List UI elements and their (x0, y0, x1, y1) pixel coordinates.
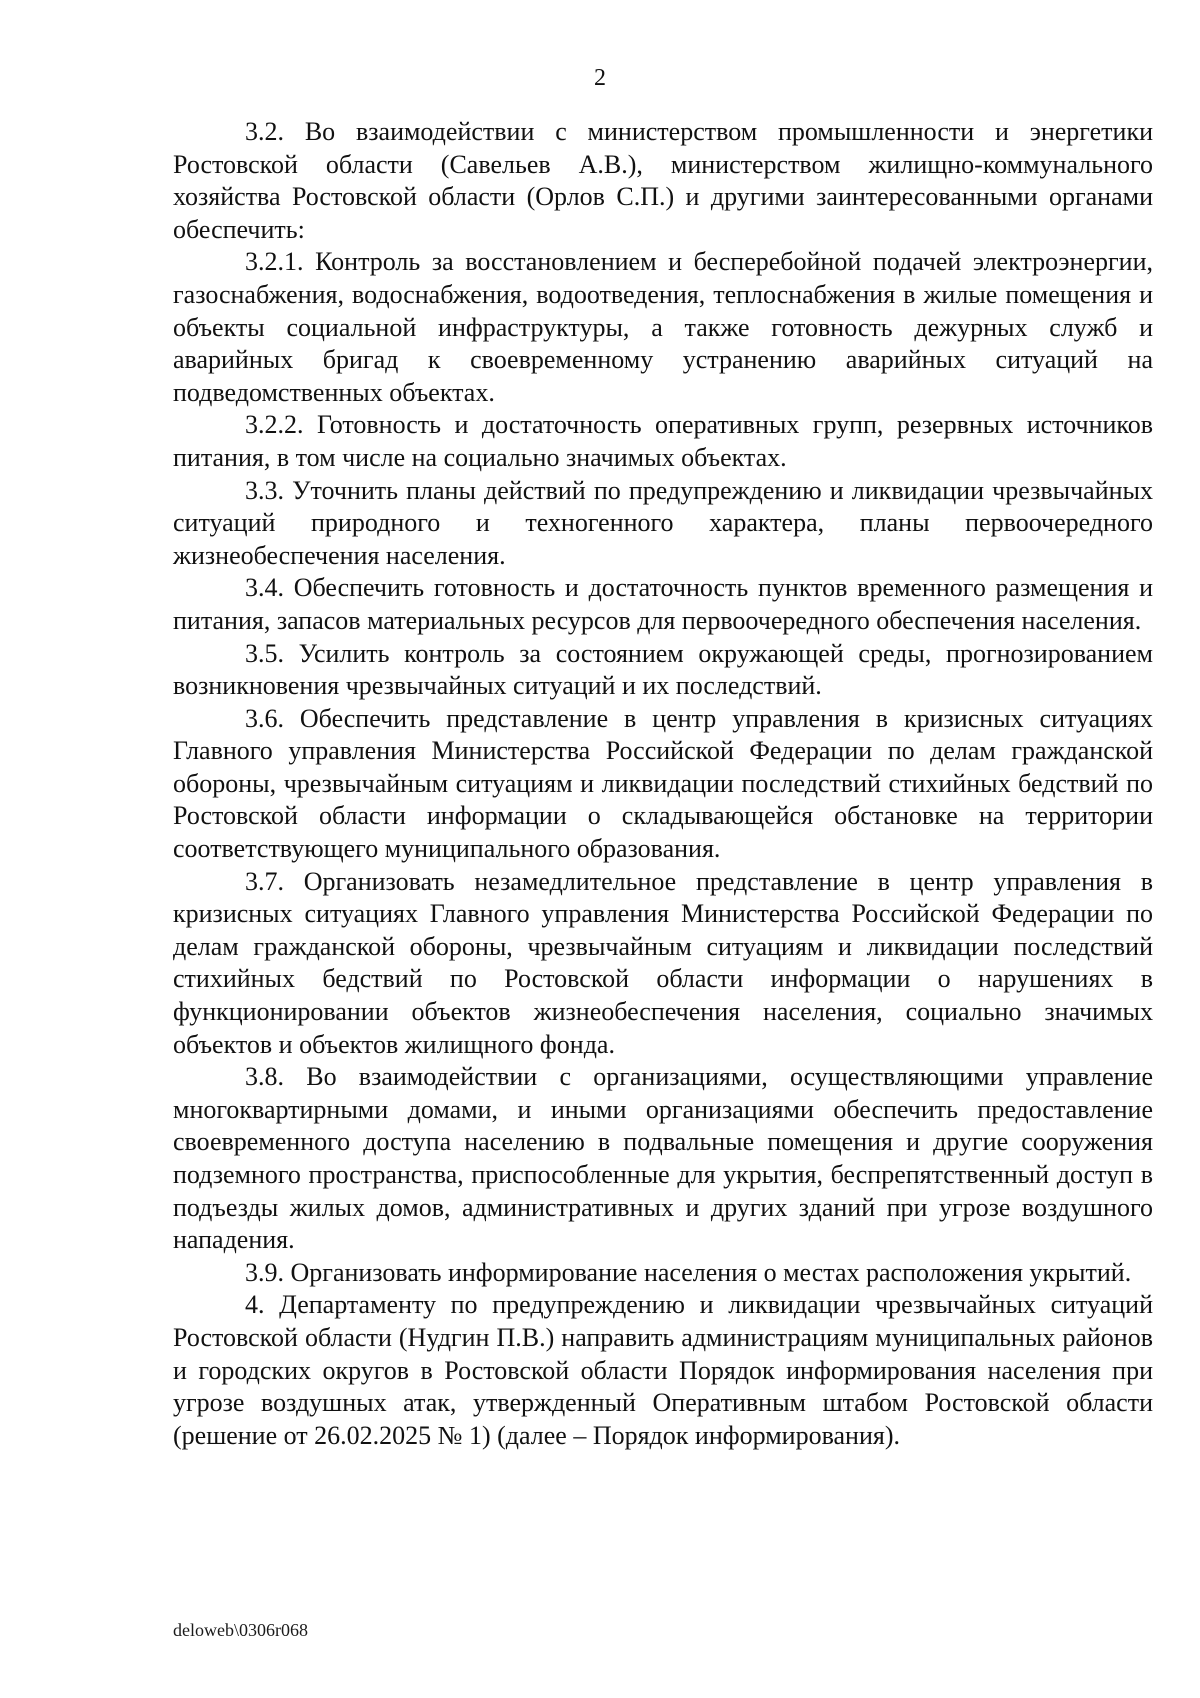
paragraph-3-9: 3.9. Организовать информирование населения о местах расположения укрытий. (245, 1257, 1132, 1287)
paragraph-3-5: 3.5. Усилить контроль за состоянием окружающей среды, прогнозированием возникновения чрезвычайных ситуаций и их последствий. (173, 638, 1153, 701)
paragraph-3-8: 3.8. Во взаимодействии с организациями, осуществляющими управление многоквартирными домами, и иными организациями обеспечить предоставление своевременного доступа населению в подвальные помещения и другие сооружения подземного пространства, приспособленные для укрытия, беспрепятственный доступ в подъезды жилых домов, административных и других зданий при угрозе воздушного нападения. (173, 1062, 1153, 1255)
document-body (173, 116, 1153, 1452)
paragraph-3-6: 3.6. Обеспечить представление в центр управления в кризисных ситуациях Главного управления Министерства Российской Федерации по делам гражданской обороны, чрезвычайным ситуациям и ликвидации последствий стихийных бедствий по Ростовской области информации о складывающейся обстановке на территории соответствующего муниципального образования. (173, 703, 1153, 864)
paragraph-3-2-2: 3.2.2. Готовность и достаточность оперативных групп, резервных источников питания, в том числе на социально значимых объектах. (173, 410, 1153, 472)
paragraph-3-3: 3.3. Уточнить планы действий по предупреждению и ликвидации чрезвычайных ситуаций природного и техногенного характера, планы первоочередного жизнеобеспечения населения. (173, 475, 1153, 570)
paragraph-3-2-1: 3.2.1. Контроль за восстановлением и бесперебойной подачей электроэнергии, газоснабжения, водоснабжения, водоотведения, теплоснабжения в жилые помещения и объекты социальной инфраструктуры, а также готовность дежурных служб и аварийных бригад к своевременному устранению аварийных ситуаций на подведомственных объектах. (173, 247, 1153, 407)
paragraph-4: 4. Департаменту по предупреждению и ликвидации чрезвычайных ситуаций Ростовской области (Нудгин П.В.) направить администрациям муниципальных районов и городских округов в Ростовской области Порядок информирования населения при угрозе воздушных атак, утвержденный Оперативным штабом Ростовской области (решение от 26.02.2025 № 1) (далее – Порядок информирования). (173, 1290, 1153, 1450)
page-number: 2 (594, 65, 606, 91)
paragraph-3-4: 3.4. Обеспечить готовность и достаточность пунктов временного размещения и питания, запасов материальных ресурсов для первоочередного обеспечения населения. (173, 573, 1153, 635)
paragraph-3-7: 3.7. Организовать незамедлительное представление в центр управления в кризисных ситуациях Главного управления Министерства Российской Федерации по делам гражданской обороны, чрезвычайным ситуациям и ликвидации последствий стихийных бедствий по Ростовской области информации о нарушениях в функционировании объектов жизнеобеспечения населения, социально значимых объектов и объектов жилищного фонда. (173, 866, 1153, 1059)
paragraph-3-2: 3.2. Во взаимодействии с министерством промышленности и энергетики Ростовской области (Савельев А.В.), министерством жилищно-коммунального хозяйства Ростовской области (Орлов С.П.) и другими заинтересованными органами обеспечить: (173, 117, 1153, 244)
document-code: deloweb\0306r068 (173, 1620, 308, 1640)
